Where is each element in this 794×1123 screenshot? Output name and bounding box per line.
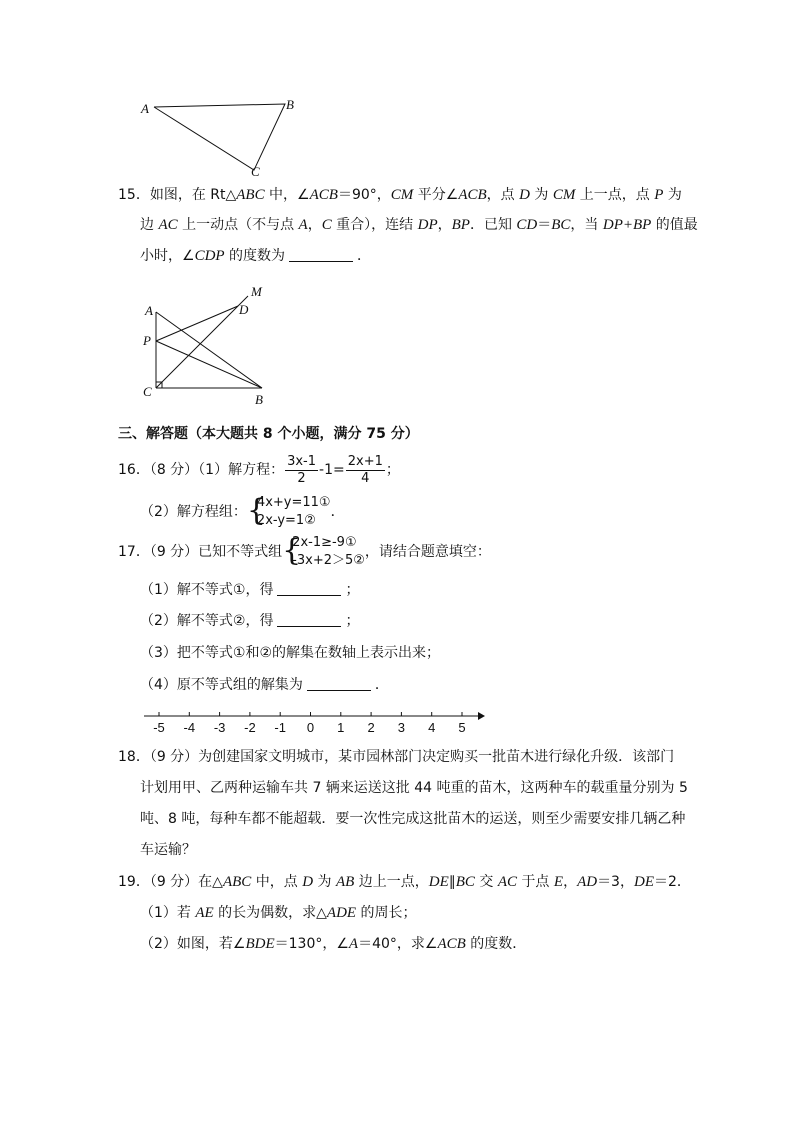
answer-blank[interactable] — [277, 581, 341, 596]
inequality-system: { 2x-1≥-9① -3x+2＞5② — [282, 533, 365, 568]
q19-part-2: （2）如图，若∠BDE＝130°，∠A＝40°，求∠ACB 的度数． — [140, 936, 527, 952]
q17-part-4: （4）原不等式组的解集为 ． — [140, 677, 389, 693]
number-line-tick-label: 2 — [367, 720, 375, 735]
q19-line-1: 19．（9 分）在△ABC 中，点 D 为 AB 边上一点，DE∥BC 交 AC 于点 E，AD＝3，DE＝2． — [118, 874, 691, 890]
q18-line-3: 吨、8 吨，每种车都不能超载．要一次性完成这批苗木的运送，则至少需要安排几辆乙种 — [140, 811, 686, 827]
number-line-tick-label: 5 — [458, 720, 466, 735]
q15-line-2: 边 AC 上一动点（不与点 A，C 重合），连结 DP，BP．已知 CD＝BC，当 DP+BP 的值最 — [140, 217, 698, 233]
q19-part-1: （1）若 AE 的长为偶数，求△ADE 的周长； — [140, 905, 417, 921]
vertex-c-label: C — [143, 384, 152, 399]
vertex-d-label: D — [239, 302, 249, 317]
vertex-a-label: A — [145, 303, 153, 318]
vertex-c-label: C — [251, 164, 260, 179]
q17-line-1: 17．（9 分）已知不等式组 { 2x-1≥-9① -3x+2＞5② ，请结合题意填空： — [118, 533, 491, 568]
q17-part-3: （3）把不等式①和②的解集在数轴上表示出来； — [140, 645, 441, 661]
vertex-a-label: A — [141, 101, 149, 116]
fraction-right: $\frac{2x+1}{4}$ — [347, 453, 383, 486]
right-triangle-figure — [135, 282, 275, 410]
vertex-b-label: B — [255, 392, 263, 407]
q17-part-2: （2）解不等式②，得 ； — [140, 613, 360, 629]
answer-blank[interactable] — [289, 247, 353, 262]
section-three-heading: 三、解答题（本大题共 8 个小题，满分 75 分） — [118, 426, 419, 442]
q18-line-1: 18．（9 分）为创建国家文明城市，某市园林部门决定购买一批苗木进行绿化升级．该部门 — [118, 749, 675, 765]
number-line-tick-label: 0 — [306, 720, 315, 735]
number-line-tick-label: -5 — [153, 720, 165, 735]
answer-blank[interactable] — [307, 676, 371, 691]
number-line-tick-label: -4 — [183, 720, 196, 735]
number-line-tick-label: 4 — [428, 720, 436, 735]
vertex-m-label: M — [251, 284, 262, 299]
triangle-figure — [130, 92, 310, 182]
vertex-b-label: B — [286, 97, 294, 112]
fraction-left: $\frac{3x-1}{2}$ — [287, 453, 317, 486]
number-line-tick-label: 3 — [397, 720, 406, 735]
q16-line-1: 16．（8 分）（1）解方程： $\frac{3x-1}{2}$ -1= $\frac{2x+1}{4}$ ； — [118, 453, 400, 486]
q15-line-1: 15．如图，在 Rt△ABC 中，∠ACB＝90°，CM 平分∠ACB，点 D 为 CM 上一点，点 P 为 — [118, 187, 682, 203]
answer-blank[interactable] — [277, 612, 341, 627]
number-line[interactable] — [140, 704, 490, 738]
q17-part-1: （1）解不等式①，得 ； — [140, 582, 360, 598]
number-line-tick-label: -1 — [274, 720, 286, 735]
q16-line-2: （2）解方程组： { 4x+y=11① 2x-y=1② ． — [140, 493, 345, 528]
number-line-tick-label: 1 — [337, 720, 345, 735]
vertex-p-label: P — [143, 333, 151, 348]
q15-line-3: 小时，∠CDP 的度数为 ． — [140, 248, 372, 264]
number-line-tick-label: -3 — [213, 720, 226, 735]
q18-line-4: 车运输？ — [140, 842, 196, 858]
number-line-tick-label: -2 — [244, 720, 256, 735]
q18-line-2: 计划用甲、乙两种运输车共 7 辆来运送这批 44 吨重的苗木，这两种车的载重量分别为 5 — [140, 780, 688, 796]
equation-system: { 4x+y=11① 2x-y=1② — [246, 493, 331, 528]
